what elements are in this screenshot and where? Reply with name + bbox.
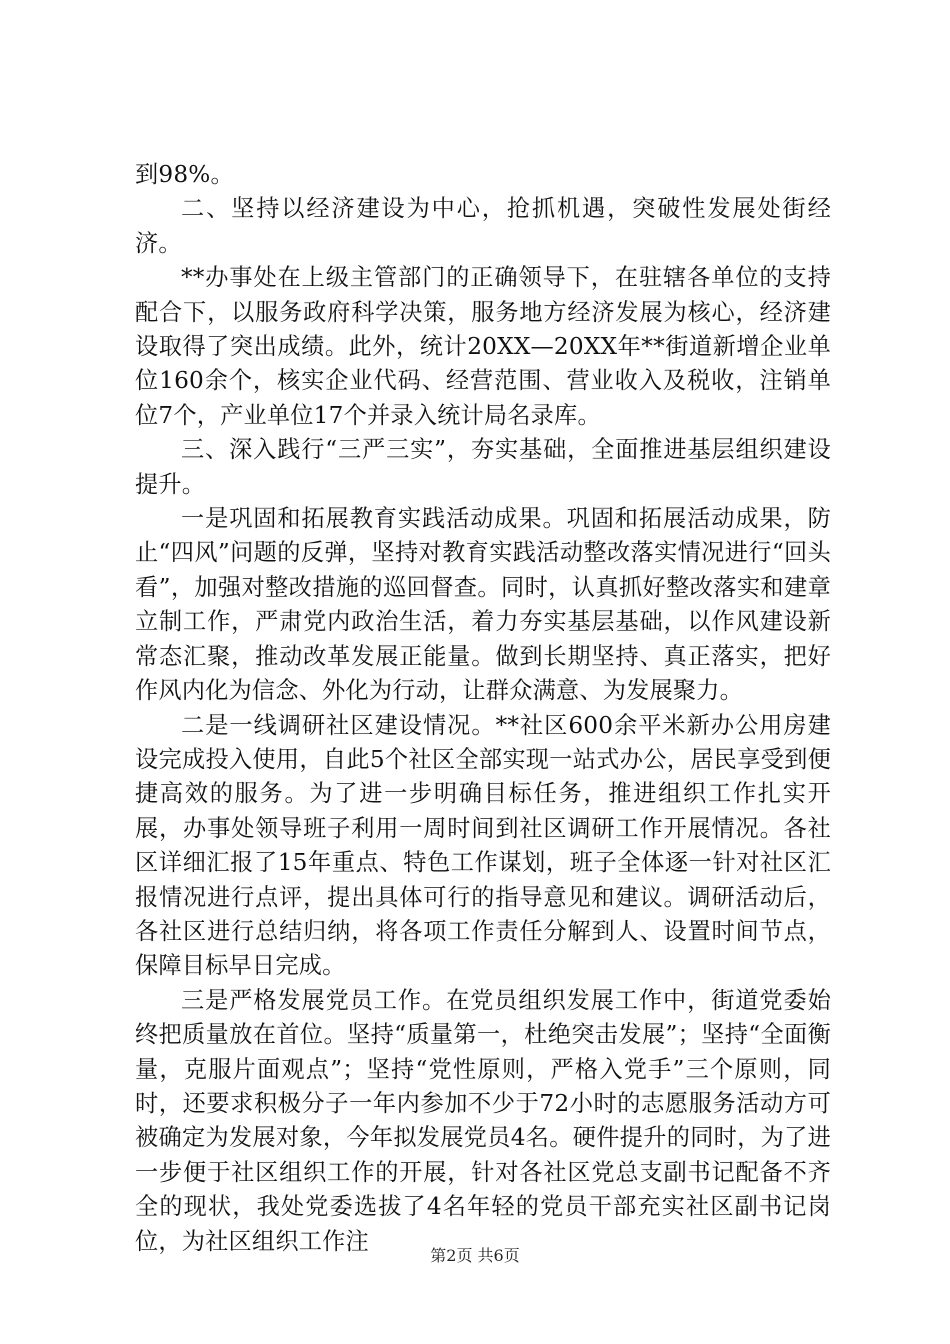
paragraph-percentage-end: 到98%。 [135,161,234,188]
paragraph-community-research: 二是一线调研社区建设情况。**社区600余平米新办公用房建设完成投入使用，自此5个社区全部实现一站式办公，居民享受到便捷高效的服务。为了进一步明确目标任务，推进组织工作扎实开展，办事处领导班子利用一周时间到社区调研工作开展情况。各社区详细汇报了15年重点、特色工作谋划，班子全体逐一针对社区汇报情况进行点评，提出具体可行的指导意见和建议。调研活动后，各社区进行总结归纳，将各项工作责任分解到人、设置时间节点，保障目标早日完成。 [135,711,831,980]
document-body [135,158,831,1259]
paragraph-economy-details: **办事处在上级主管部门的正确领导下，在驻辖各单位的支持配合下，以服务政府科学决策，服务地方经济发展为核心，经济建设取得了突出成绩。此外，统计20XX—20XX年**街道新增企业单位160余个，核实企业代码、经营范围、营业收入及税收，注销单位7个，产业单位17个并录入统计局名录库。 [135,264,831,429]
page-number-footer: 第2页 共6页 [430,1246,520,1265]
section-heading-economy: 二、坚持以经济建设为中心，抢抓机遇，突破性发展处街经济。 [135,195,831,257]
paragraph-education-practice: 一是巩固和拓展教育实践活动成果。巩固和拓展活动成果，防止“四风”问题的反弹，坚持对教育实践活动整改落实情况进行“回头看”，加强对整改措施的巡回督查。同时，认真抓好整改落实和建章立制工作，严肃党内政治生活，着力夯实基层基础，以作风建设新常态汇聚，推动改革发展正能量。做到长期坚持、真正落实，把好作风内化为信念、外化为行动，让群众满意、为发展聚力。 [135,505,831,705]
section-heading-organization: 三、深入践行“三严三实”，夯实基础，全面推进基层组织建设提升。 [135,436,831,498]
paragraph-party-member-development: 三是严格发展党员工作。在党员组织发展工作中，街道党委始终把质量放在首位。坚持“质量第一，杜绝突击发展”；坚持“全面衡量，克服片面观点”；坚持“党性原则，严格入党手”三个原则，同时，还要求积极分子一年内参加不少于72小时的志愿服务活动方可被确定为发展对象，今年拟发展党员4名。硬件提升的同时，为了进一步便于社区组织工作的开展，针对各社区党总支副书记配备不齐全的现状，我处党委选拔了4名年轻的党员干部充实社区副书记岗位，为社区组织工作注 [135,986,831,1255]
